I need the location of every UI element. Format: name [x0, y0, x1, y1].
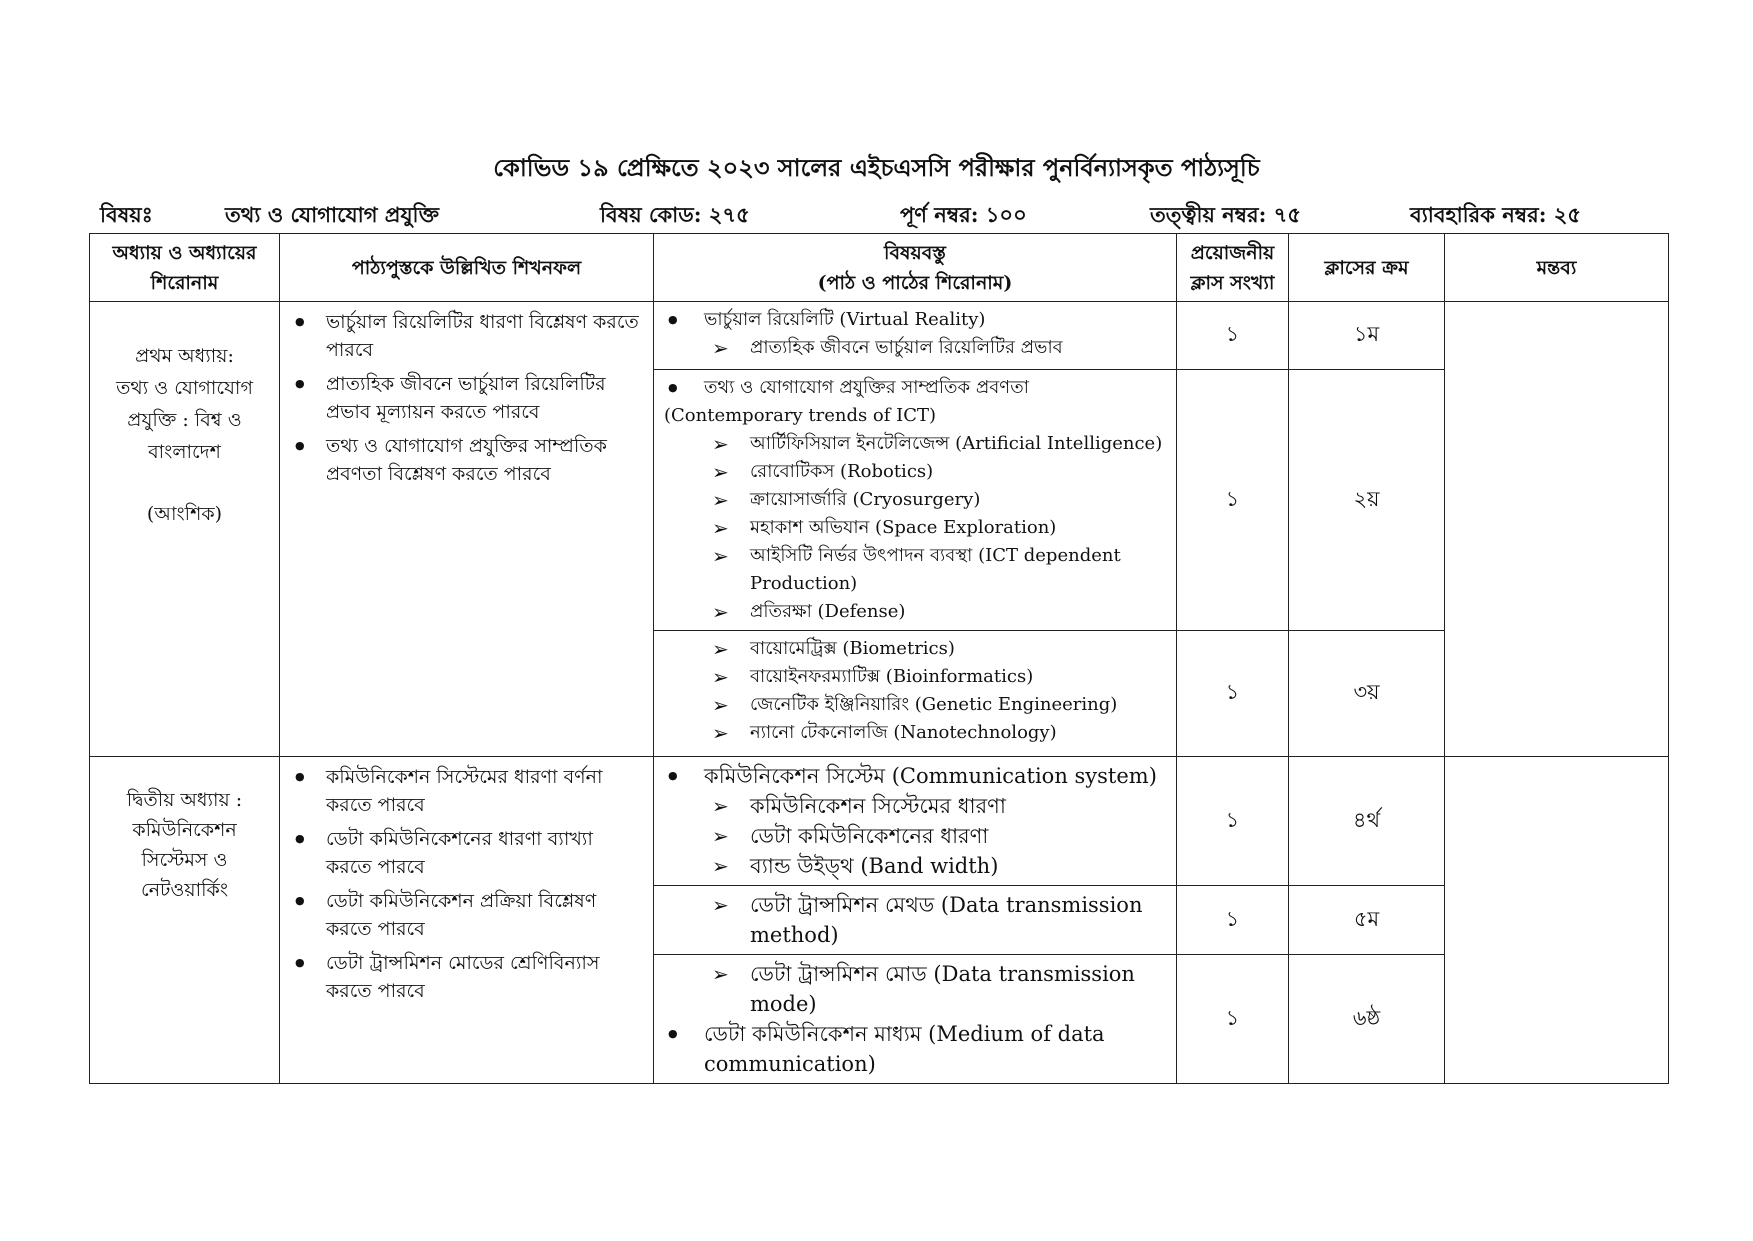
lesson-item: ➢ প্রতিরক্ষা (Defense) [664, 598, 1168, 626]
lesson-item: ➢ ব্যান্ড উইড্থ (Band width) [664, 851, 1168, 881]
lesson-item: ➢ আর্টিফিসিয়াল ইনটেলিজেন্স (Artificial Intelligence) [664, 430, 1168, 458]
lesson-item: ➢ ক্রায়োসার্জারি (Cryosurgery) [664, 486, 1168, 514]
subject-value: তথ্য ও যোগাযোগ প্রযুক্তি [225, 202, 439, 227]
class-count: ১ [1177, 631, 1289, 757]
table-header-row [90, 234, 1669, 302]
chapter2-title-line: কমিউনিকেশন [132, 819, 237, 841]
outcome-item: ● ডেটা কমিউনিকেশনের ধারণা ব্যাখ্যা করতে পারবে [292, 825, 643, 881]
lesson-item-sub: Production) [750, 573, 858, 594]
lesson-bullet-sub: (Contemporary trends of ICT) [664, 405, 937, 426]
theory-marks: তত্ত্বীয় নম্বর: ৭৫ [1150, 202, 1301, 227]
chapter2-title-line: দ্বিতীয় অধ্যায় : [126, 789, 243, 811]
lesson-item: ➢ কমিউনিকেশন সিস্টেমের ধারণা [664, 791, 1168, 821]
lesson-item: ➢ আইসিটি নির্ভর উৎপাদন ব্যবস্থা (ICT dependent [664, 542, 1168, 570]
class-order: ৬ষ্ঠ [1289, 955, 1445, 1084]
class-count: ১ [1177, 370, 1289, 631]
chapter1-title-line: প্রথম অধ্যায়: [135, 345, 234, 367]
class-order: ৩য় [1289, 631, 1445, 757]
header-outcomes: পাঠ্যপুস্তকে উল্লিখিত শিখনফল [280, 234, 654, 302]
header-order: ক্লাসের ক্রম [1289, 234, 1445, 302]
subject-label: বিষয়ঃ [100, 202, 153, 227]
header-classes: প্রয়োজনীয় ক্লাস সংখ্যা [1177, 234, 1289, 302]
chapter2-title-line: সিস্টেমস ও [141, 849, 228, 871]
syllabus-table [89, 233, 1669, 1084]
chapter1-title-line: বাংলাদেশ [148, 441, 221, 463]
lesson-content-cell [654, 886, 1177, 955]
class-order: ১ম [1289, 302, 1445, 370]
lesson-content-cell [654, 631, 1177, 757]
lesson-content-cell [654, 370, 1177, 631]
header-remarks: মন্তব্য [1445, 234, 1669, 302]
chapter1-remarks-cell [1445, 302, 1669, 757]
outcome-item: ● তথ্য ও যোগাযোগ প্রযুক্তির সাম্প্রতিক প্রবণতা বিশ্লেষণ করতে পারবে [292, 432, 643, 488]
class-order: ৫ম [1289, 886, 1445, 955]
class-order: ৪র্থ [1289, 757, 1445, 886]
chapter1-title-cell [90, 302, 280, 757]
header-content [654, 234, 1177, 302]
header-content-line1: বিষয়বস্তু [884, 241, 946, 264]
outcome-item: ● ডেটা কমিউনিকেশন প্রক্রিয়া বিশ্লেষণ করতে পারবে [292, 887, 643, 943]
lesson-item: ➢ মহাকাশ অভিযান (Space Exploration) [664, 514, 1168, 542]
class-count: ১ [1177, 886, 1289, 955]
chapter1-title-line: তথ্য ও যোগাযোগ [116, 377, 253, 399]
lesson-item: ➢ রোবোটিকস (Robotics) [664, 458, 1168, 486]
lesson-item: ➢ ডেটা ট্রান্সমিশন মেথড (Data transmission method) [664, 890, 1168, 950]
lesson-bullet: ● কমিউনিকেশন সিস্টেম (Communication system) [664, 761, 1168, 791]
subject-code: বিষয় কোড: ২৭৫ [600, 202, 750, 227]
outcome-item: ● কমিউনিকেশন সিস্টেমের ধারণা বর্ণনা করতে পারবে [292, 763, 643, 819]
class-count: ১ [1177, 955, 1289, 1084]
class-count: ১ [1177, 302, 1289, 370]
subject-meta-row [100, 199, 1660, 229]
lesson-item: ➢ জেনেটিক ইঞ্জিনিয়ারিং (Genetic Engineering) [664, 691, 1168, 719]
lesson-item: ➢ বায়োমেট্রিক্স (Biometrics) [664, 635, 1168, 663]
chapter2-remarks-cell [1445, 757, 1669, 1084]
chapter2-outcomes-cell [280, 757, 654, 1084]
header-content-line2: (পাঠ ও পাঠের শিরোনাম) [817, 271, 1013, 294]
outcome-item: ● ভার্চুয়াল রিয়েলিটির ধারণা বিশ্লেষণ করতে পারবে [292, 308, 643, 364]
chapter1-outcomes-cell [280, 302, 654, 757]
table-row [90, 302, 1669, 370]
chapter1-title-line: প্রযুক্তি : বিশ্ব ও [127, 409, 242, 431]
outcome-item: ● প্রাত্যহিক জীবনে ভার্চুয়াল রিয়েলিটির প্রভাব মূল্যায়ন করতে পারবে [292, 370, 643, 426]
practical-marks: ব্যাবহারিক নম্বর: ২৫ [1410, 202, 1582, 227]
chapter2-title-cell [90, 757, 280, 1084]
lesson-item: ➢ ডেটা ট্রান্সমিশন মোড (Data transmission mode) [664, 959, 1168, 1019]
full-marks: পূর্ণ নম্বর: ১০০ [900, 202, 1027, 227]
lesson-content-cell [654, 757, 1177, 886]
lesson-content-cell [654, 955, 1177, 1084]
lesson-item: ➢ প্রাত্যহিক জীবনে ভার্চুয়াল রিয়েলিটির প্রভাব [664, 334, 1168, 362]
page-title: কোভিড ১৯ প্রেক্ষিতে ২০২৩ সালের এইচএসসি পরীক্ষার পুনর্বিন্যাসকৃত পাঠ্যসূচি [493, 153, 1260, 182]
lesson-bullet: ● ডেটা কমিউনিকেশন মাধ্যম (Medium of data [664, 1019, 1168, 1049]
chapter1-note: (আংশিক) [146, 503, 223, 525]
table-row [90, 757, 1669, 886]
header-chapter: অধ্যায় ও অধ্যায়ের শিরোনাম [90, 234, 280, 302]
class-order: ২য় [1289, 370, 1445, 631]
lesson-item: ➢ বায়োইনফরম্যাটিক্স (Bioinformatics) [664, 663, 1168, 691]
lesson-item: ➢ ন্যানো টেকনোলজি (Nanotechnology) [664, 719, 1168, 747]
lesson-bullet: ● ভার্চুয়াল রিয়েলিটি (Virtual Reality) [664, 306, 1168, 334]
lesson-bullet: ● তথ্য ও যোগাযোগ প্রযুক্তির সাম্প্রতিক প্রবণতা [664, 374, 1168, 402]
lesson-item: ➢ ডেটা কমিউনিকেশনের ধারণা [664, 821, 1168, 851]
lesson-bullet-sub: communication) [704, 1052, 876, 1076]
outcome-item: ● ডেটা ট্রান্সমিশন মোডের শ্রেণিবিন্যাস করতে পারবে [292, 949, 643, 1005]
lesson-content-cell [654, 302, 1177, 370]
class-count: ১ [1177, 757, 1289, 886]
chapter2-title-line: নেটওয়ার্কিং [141, 879, 228, 901]
